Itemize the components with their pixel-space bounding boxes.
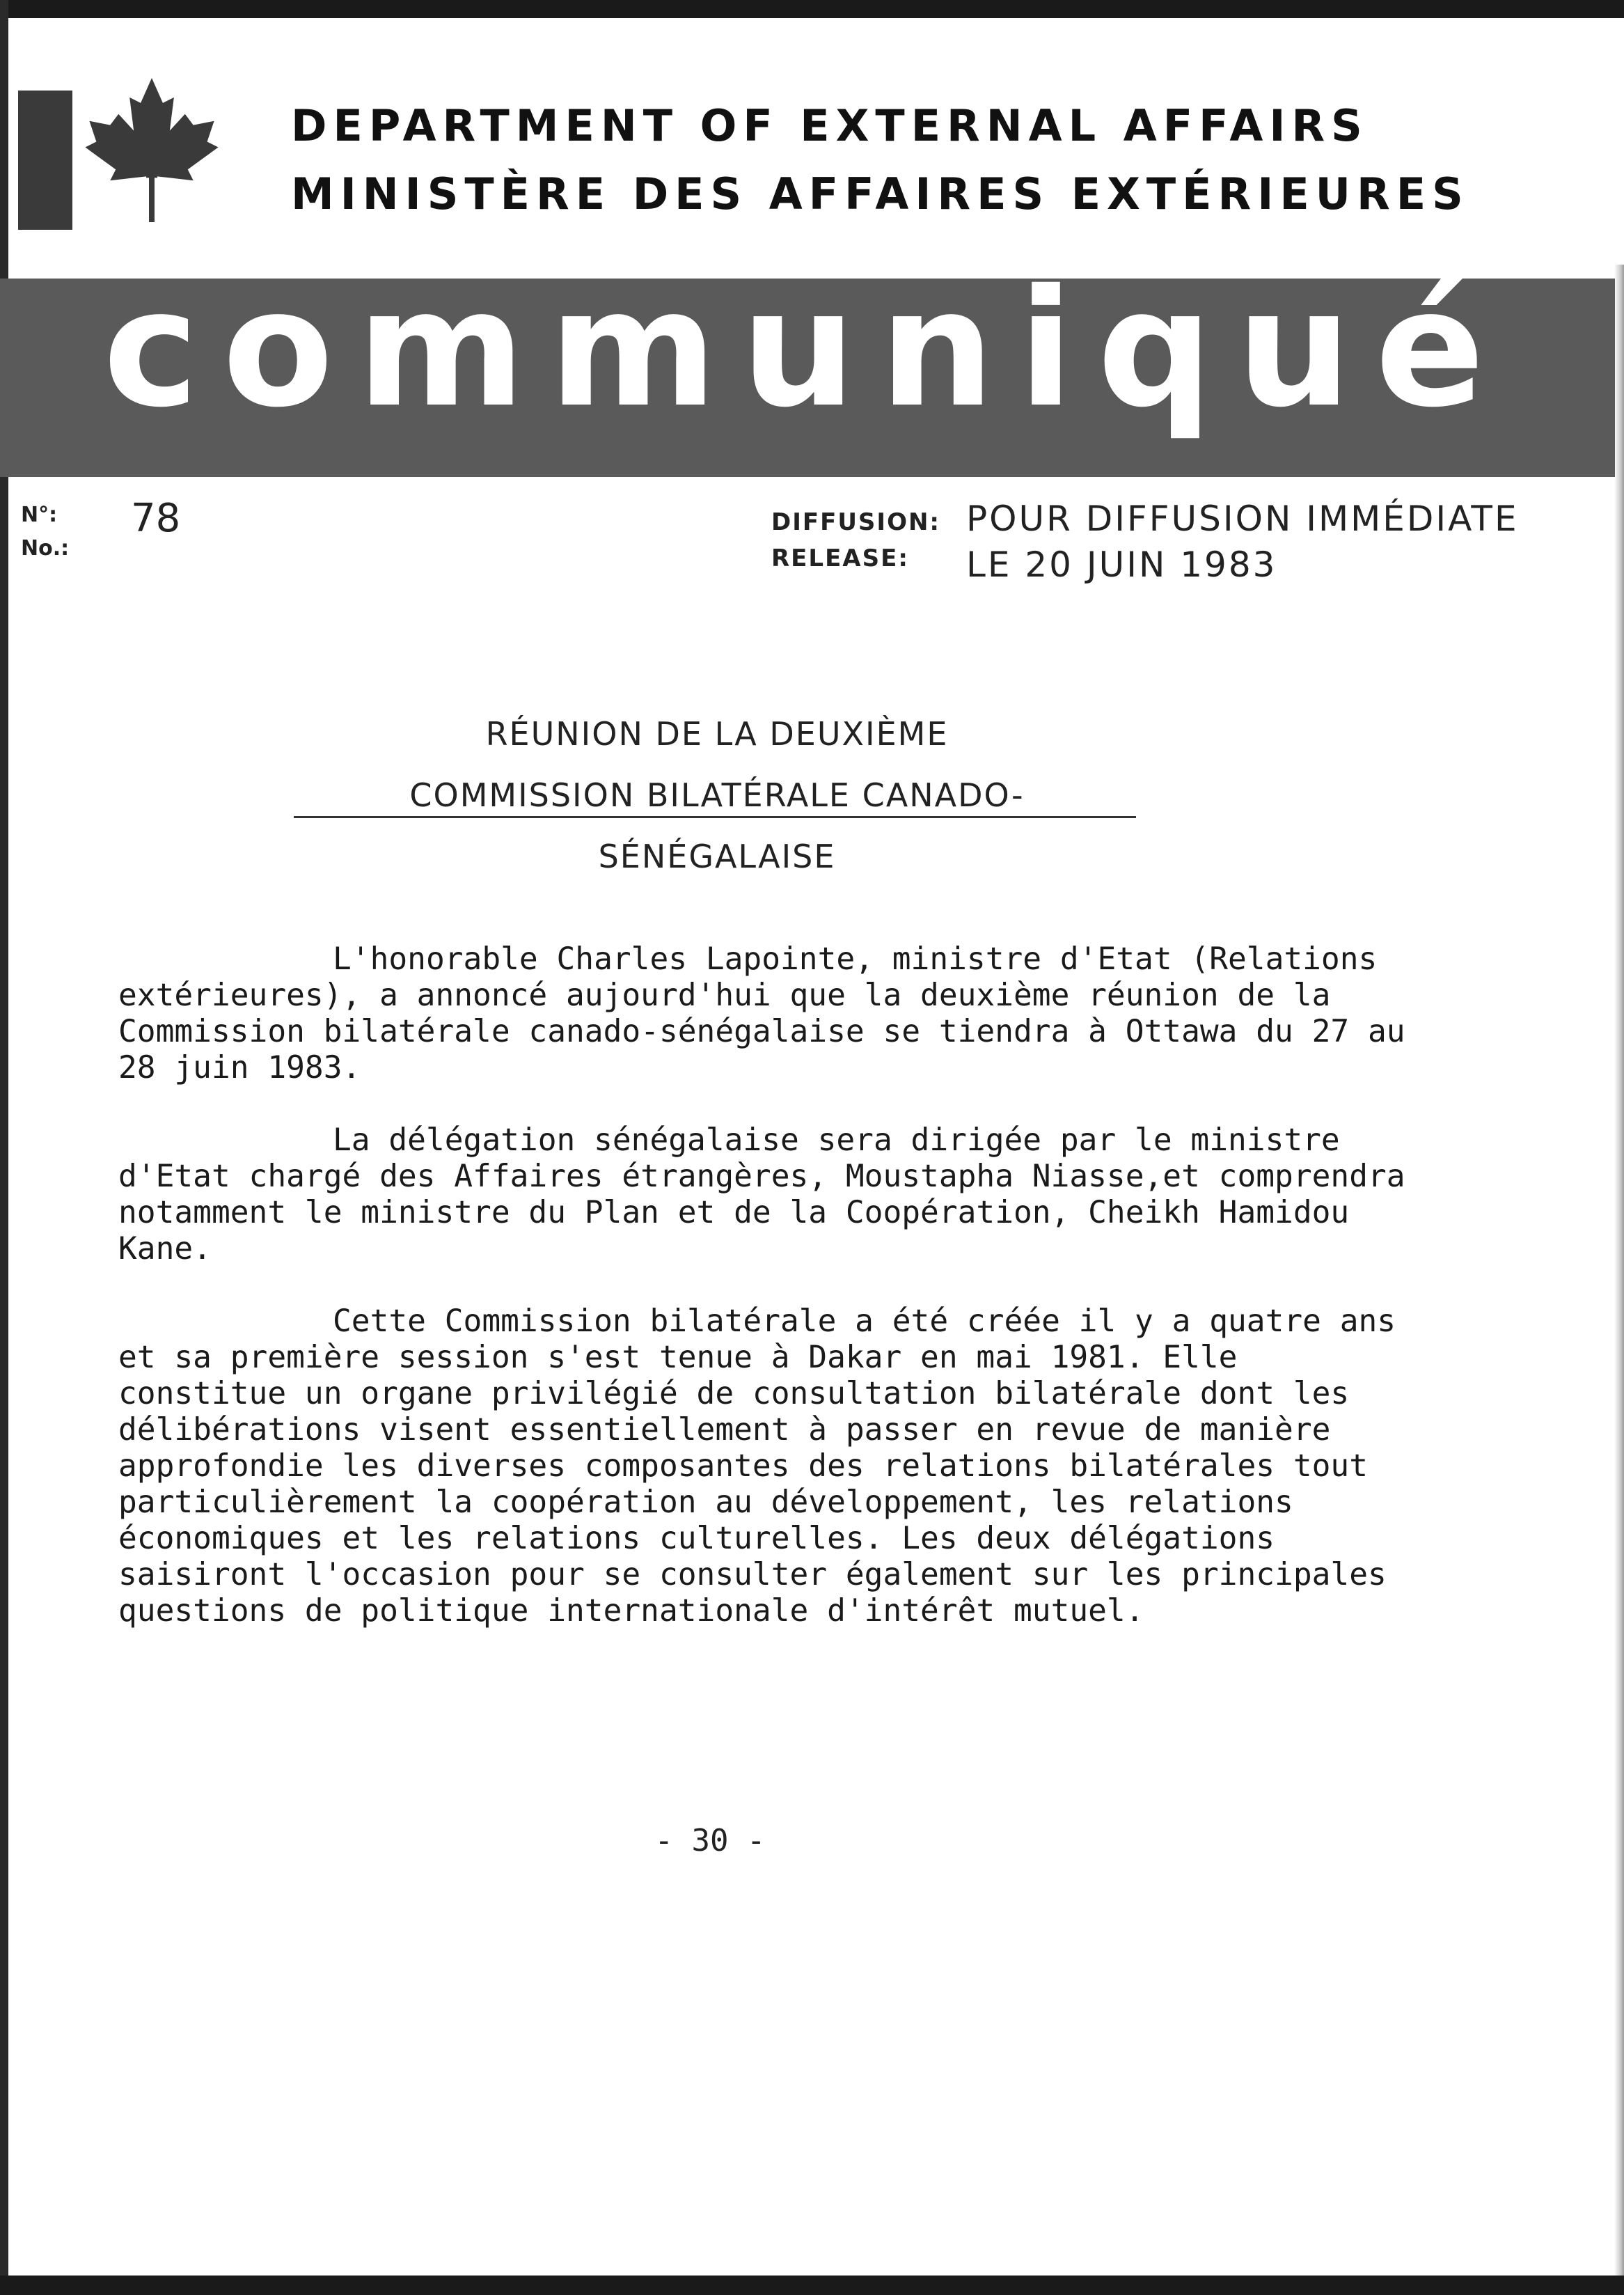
release-labels — [771, 504, 940, 577]
scan-right-edge — [1614, 265, 1624, 2295]
body-paragraph-3: Cette Commission bilatérale a été créée il y a quatre ans et sa première session s'est tenue à Dakar en mai 1981. Elle constitue un organe privilégié de consultation bilatérale dont les délibérations visent essentiellement à passer en revue de manière approfondie les diverses composantes des relations bilatérales tout particulièrement la coopération au développement, les relations économiques et les relations culturelles. Les deux délégations saisiront l'occasion pour se consulter également sur les principales questions de politique internationale d'intérêt mutuel. — [118, 1303, 1396, 1629]
body-paragraph-2: La délégation sénégalaise sera dirigée par le ministre d'Etat chargé des Affaires étrangères, Moustapha Niasse,et comprendra notamment le ministre du Plan et de la Coopération, Cheikh Hamidou Kane. — [118, 1122, 1405, 1267]
diffusion-value: POUR DIFFUSION IMMÉDIATE — [966, 499, 1519, 539]
release-date: LE 20 JUIN 1983 — [966, 545, 1277, 585]
release-values — [966, 496, 1519, 588]
release-title-line-2: COMMISSION BILATÉRALE CANADO-SÉNÉGALAISE — [409, 776, 1025, 875]
page-number: - 30 - — [654, 1823, 766, 1858]
department-name-french: MINISTÈRE DES AFFAIRES EXTÉRIEURES — [291, 169, 1469, 219]
number-labels — [21, 499, 69, 565]
communique-number: 78 — [131, 496, 181, 541]
communique-title: communiqué — [103, 255, 1508, 443]
release-title — [292, 703, 1142, 887]
scan-bottom-edge — [0, 2276, 1624, 2295]
body-paragraph-1: L'honorable Charles Lapointe, ministre d'Etat (Relations extérieures), a annoncé aujourd'hui que la deuxième réunion de la Commission bilatérale canado-sénégalaise se tiendra à Ottawa du 27 au 28 juin 1983. — [118, 941, 1405, 1086]
number-label-english: No.: — [21, 536, 70, 561]
release-title-line-1: RÉUNION DE LA DEUXIÈME — [485, 715, 949, 753]
diffusion-label: DIFFUSION: — [771, 508, 941, 536]
number-label-french: N°: — [21, 503, 58, 527]
release-label: RELEASE: — [771, 545, 909, 572]
department-name-english: DEPARTMENT OF EXTERNAL AFFAIRS — [291, 100, 1369, 151]
scan-top-edge — [0, 0, 1624, 18]
flag-bar — [18, 91, 72, 230]
release-body — [118, 941, 1413, 1666]
maple-leaf-icon — [82, 75, 221, 225]
title-underline — [294, 816, 1136, 818]
